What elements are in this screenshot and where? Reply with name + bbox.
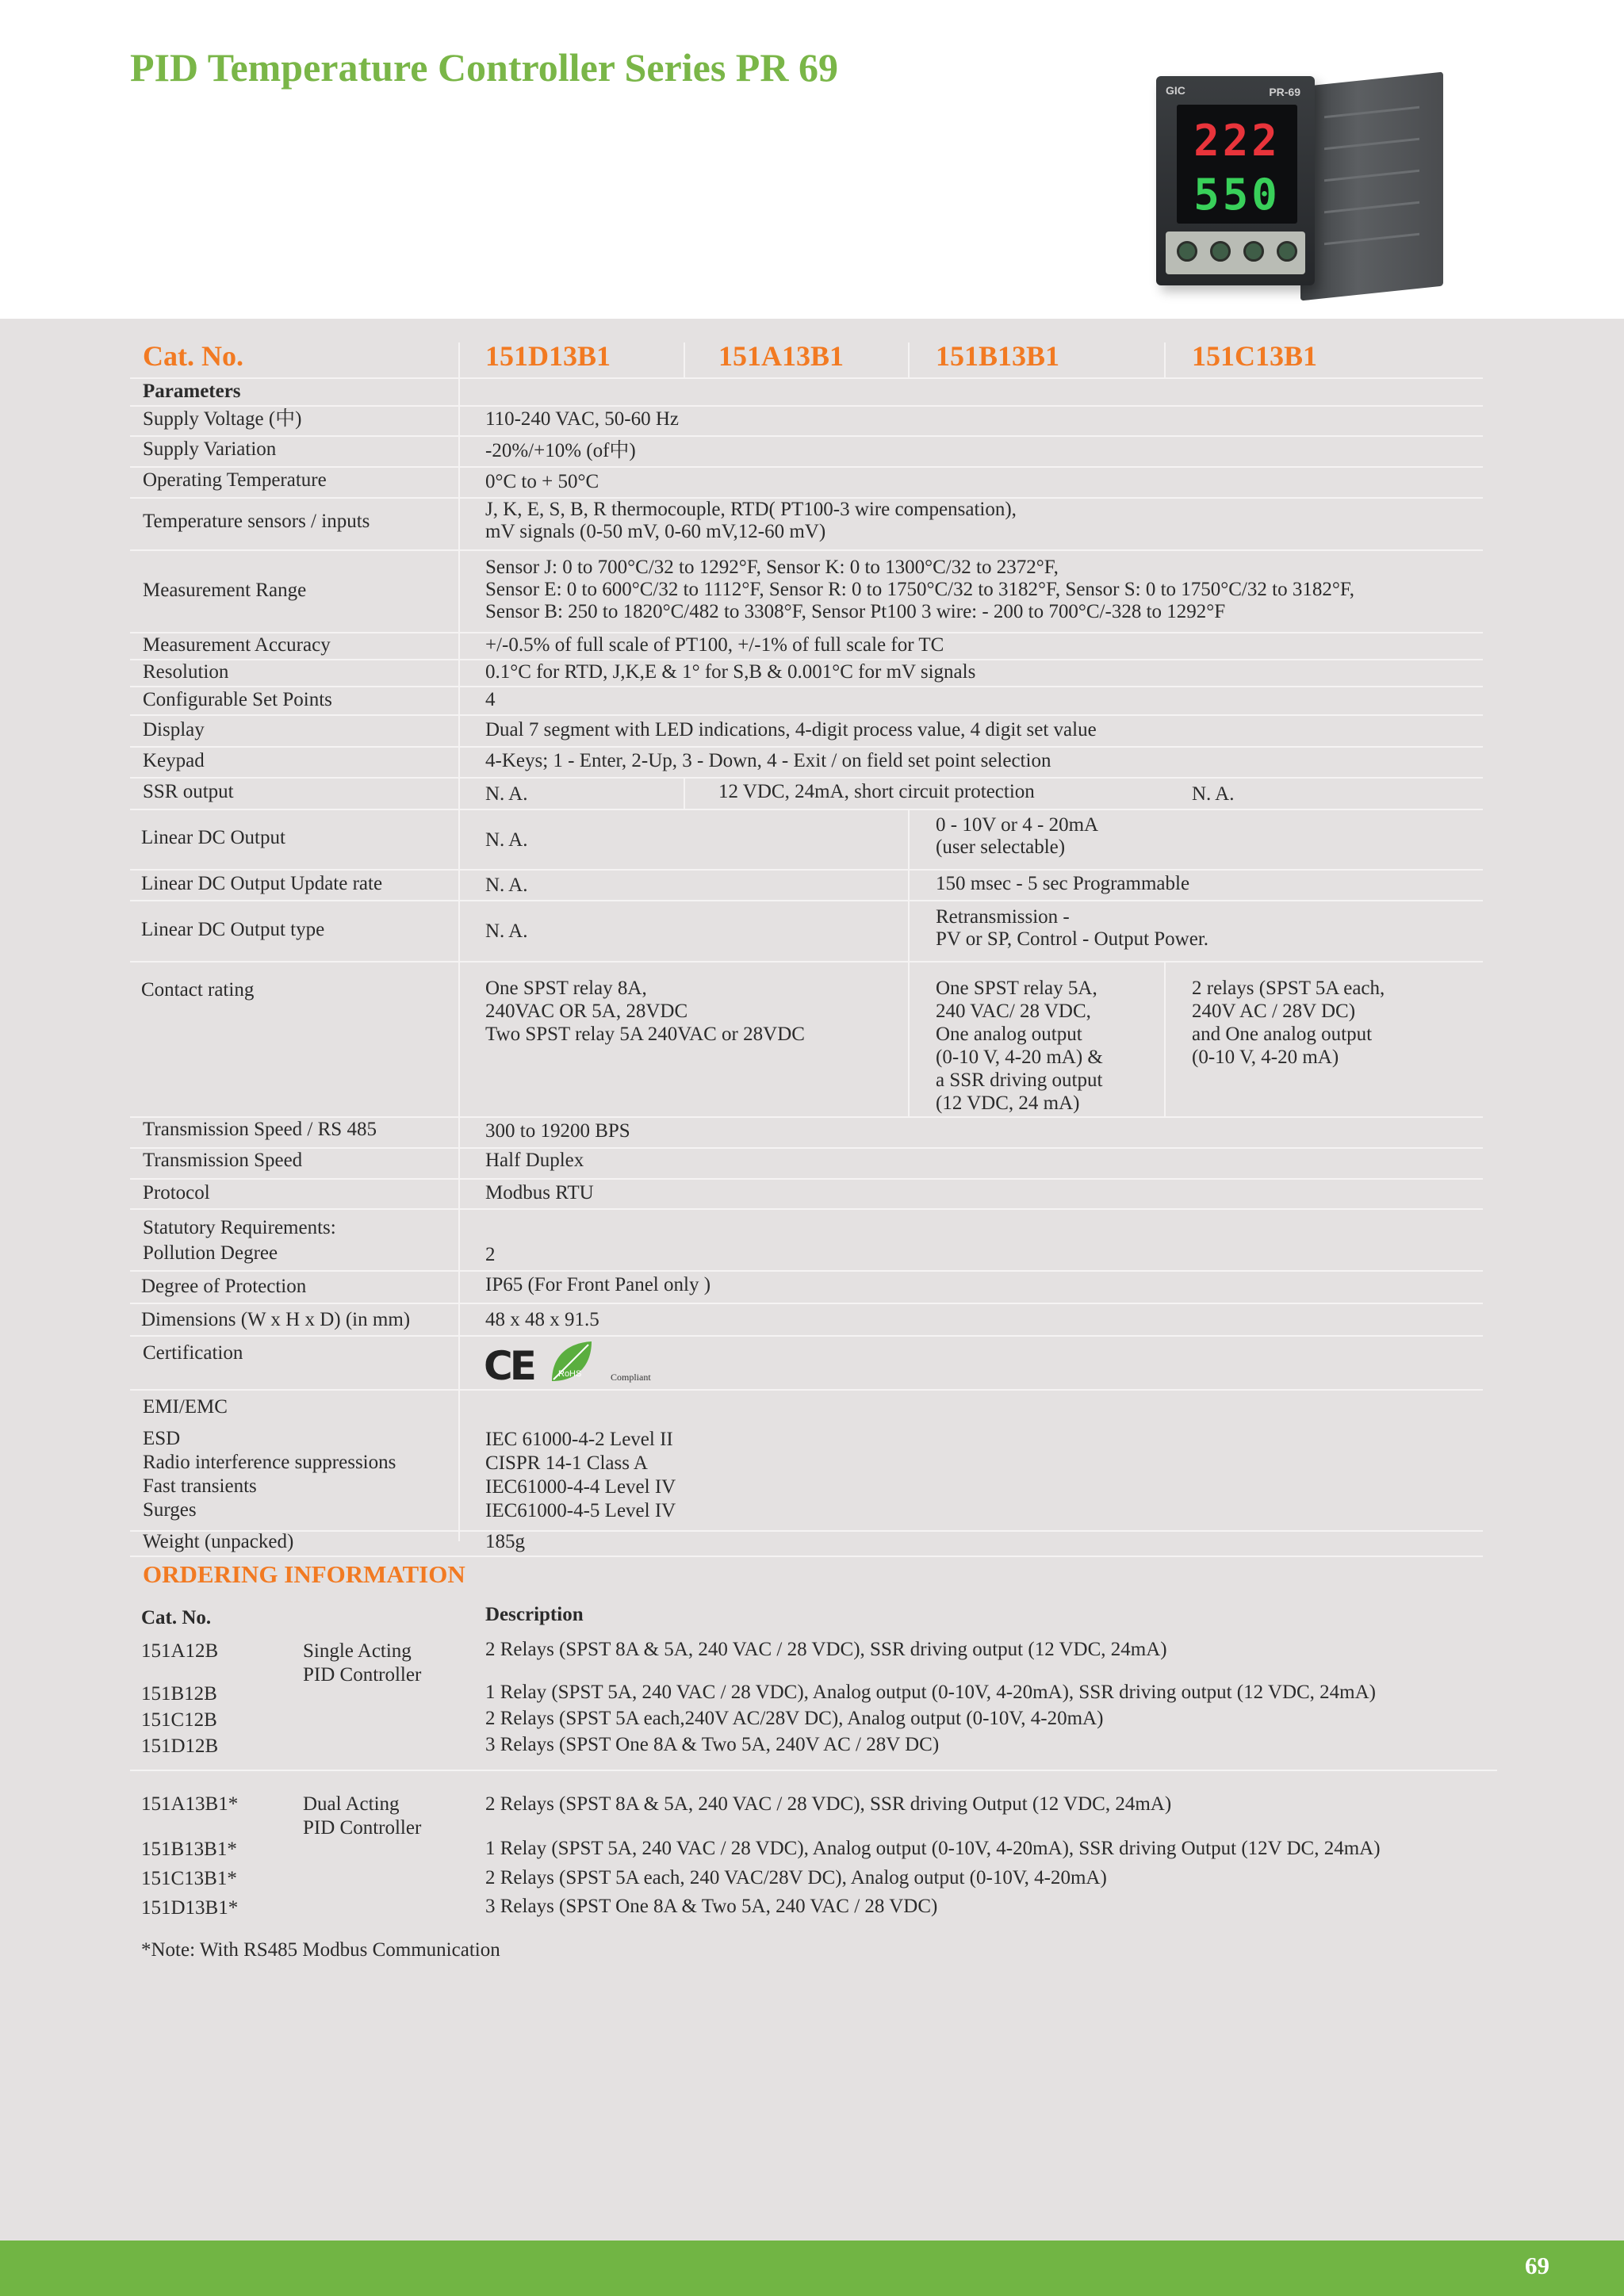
measurement-range-line-2: Sensor E: 0 to 600°C/32 to 1112°F, Sensor R: 0 to 1750°C/32 to 3182°F, Sensor S: 0 to 1750°C/32 to 3182°F, — [485, 579, 1354, 600]
certification-label: Certification — [143, 1342, 243, 1364]
contact-rating-col-3-line-6: (12 VDC, 24 mA) — [936, 1093, 1080, 1114]
product-image — [1142, 62, 1459, 300]
linear-dc-label: Linear DC Output — [141, 827, 285, 848]
dual-type-line-2: PID Controller — [303, 1817, 422, 1839]
linear-dc-col-1: N. A. — [485, 829, 528, 851]
tx-speed-rs485-label: Transmission Speed / RS 485 — [143, 1119, 377, 1140]
product-brand: GIC — [1166, 84, 1185, 97]
linear-dc-type-col-3-line-2: PV or SP, Control - Output Power. — [936, 928, 1209, 950]
tx-speed-rs485-value: 300 to 19200 BPS — [485, 1120, 630, 1142]
weight-label: Weight (unpacked) — [143, 1531, 294, 1552]
linear-dc-rate-col-3: 150 msec - 5 sec Programmable — [936, 873, 1190, 894]
dual-type-line-1: Dual Acting — [303, 1793, 400, 1815]
temp-sensors-label: Temperature sensors / inputs — [143, 511, 370, 532]
single-cat-4: 151D12B — [141, 1735, 219, 1757]
page-title: PID Temperature Controller Series PR 69 — [130, 45, 838, 90]
weight-value: 185g — [485, 1531, 525, 1552]
header-area — [0, 0, 1624, 319]
contact-rating-col-4-line-3: and One analog output — [1192, 1024, 1373, 1045]
emi-label-esd: ESD — [143, 1428, 181, 1449]
emi-heading: EMI/EMC — [143, 1396, 228, 1418]
ce-mark-icon: CE — [484, 1343, 534, 1389]
cat-no-header: Cat. No. — [143, 340, 243, 372]
operating-temp-value: 0°C to + 50°C — [485, 471, 599, 492]
single-type-line-1: Single Acting — [303, 1640, 412, 1662]
measurement-range-label: Measurement Range — [143, 580, 307, 601]
emi-label-fast-transients: Fast transients — [143, 1475, 257, 1497]
supply-voltage-value: 110-240 VAC, 50-60 Hz — [485, 408, 679, 430]
supply-voltage-label: Supply Voltage (中) — [143, 408, 302, 430]
protection-label: Degree of Protection — [141, 1276, 307, 1297]
pollution-degree-value: 2 — [485, 1244, 496, 1265]
linear-dc-type-col-3-line-1: Retransmission - — [936, 906, 1070, 928]
ssr-output-col-4: N. A. — [1192, 783, 1235, 805]
single-type-line-2: PID Controller — [303, 1664, 422, 1686]
temp-sensors-value-line-2: mV signals (0-50 mV, 0-60 mV,12-60 mV) — [485, 521, 826, 542]
resolution-value: 0.1°C for RTD, J,K,E & 1° for S,B & 0.001°C for mV signals — [485, 661, 976, 683]
cat-no-column-2: 151A13B1 — [718, 340, 845, 372]
page-number: 69 — [1525, 2252, 1549, 2279]
contact-rating-col-1-line-2: 240VAC OR 5A, 28VDC — [485, 1001, 688, 1022]
rohs-compliant-label: Compliant — [611, 1372, 651, 1383]
keypad-value: 4-Keys; 1 - Enter, 2-Up, 3 - Down, 4 - Exit / on field set point selection — [485, 750, 1051, 771]
contact-rating-label: Contact rating — [141, 979, 255, 1001]
tx-speed-value: Half Duplex — [485, 1150, 584, 1171]
protocol-value: Modbus RTU — [485, 1182, 594, 1203]
emi-label-radio: Radio interference suppressions — [143, 1452, 396, 1473]
page-footer — [0, 2241, 1624, 2296]
ordering-heading: ORDERING INFORMATION — [143, 1560, 465, 1588]
emi-label-surges: Surges — [143, 1499, 197, 1521]
single-cat-1: 151A12B — [141, 1640, 219, 1662]
accuracy-value: +/-0.5% of full scale of PT100, +/-1% of full scale for TC — [485, 634, 944, 656]
ssr-output-label: SSR output — [143, 781, 234, 802]
dual-desc-1: 2 Relays (SPST 8A & 5A, 240 VAC / 28 VDC), SSR driving Output (12 VDC, 24mA) — [485, 1793, 1172, 1815]
supply-variation-value: -20%/+10% (of中) — [485, 440, 636, 461]
measurement-range-line-1: Sensor J: 0 to 700°C/32 to 1292°F, Sensor K: 0 to 1300°C/32 to 2372°F, — [485, 557, 1059, 578]
set-value-display: 550 — [1193, 170, 1281, 220]
single-cat-2: 151B12B — [141, 1683, 217, 1705]
emi-value-surges: IEC61000-4-5 Level IV — [485, 1500, 676, 1521]
contact-rating-col-1-line-1: One SPST relay 8A, — [485, 978, 647, 999]
dual-cat-3: 151C13B1* — [141, 1868, 237, 1889]
contact-rating-col-3-line-3: One analog output — [936, 1024, 1082, 1045]
linear-dc-col-3-line-1: 0 - 10V or 4 - 20mA — [936, 814, 1099, 836]
emi-value-fast-transients: IEC61000-4-4 Level IV — [485, 1476, 676, 1498]
contact-rating-col-3-line-4: (0-10 V, 4-20 mA) & — [936, 1047, 1103, 1068]
contact-rating-col-3-line-2: 240 VAC/ 28 VDC, — [936, 1001, 1091, 1022]
set-points-value: 4 — [485, 689, 496, 710]
rohs-leaf-text: RoHS — [558, 1369, 582, 1379]
product-housing — [1300, 72, 1443, 301]
dual-desc-4: 3 Relays (SPST One 8A & Two 5A, 240 VAC / 28 VDC) — [485, 1896, 938, 1917]
temp-sensors-value-line-1: J, K, E, S, B, R thermocouple, RTD( PT100-3 wire compensation), — [485, 499, 1017, 520]
contact-rating-col-4-line-2: 240V AC / 28V DC) — [1192, 1001, 1356, 1022]
resolution-label: Resolution — [143, 661, 229, 683]
single-cat-3: 151C12B — [141, 1709, 217, 1731]
linear-dc-type-label: Linear DC Output type — [141, 919, 325, 940]
contact-rating-col-3-line-1: One SPST relay 5A, — [936, 978, 1097, 999]
ssr-output-col-2: 12 VDC, 24mA, short circuit protection — [718, 781, 1035, 802]
contact-rating-col-1-line-3: Two SPST relay 5A 240VAC or 28VDC — [485, 1024, 805, 1045]
ordering-description-header: Description — [485, 1604, 584, 1625]
protocol-label: Protocol — [143, 1182, 210, 1203]
tx-speed-label: Transmission Speed — [143, 1150, 303, 1171]
cat-no-column-1: 151D13B1 — [485, 340, 611, 372]
contact-rating-col-3-line-5: a SSR driving output — [936, 1070, 1103, 1091]
dual-cat-4: 151D13B1* — [141, 1897, 239, 1919]
set-points-label: Configurable Set Points — [143, 689, 332, 710]
product-keypad — [1166, 232, 1305, 274]
product-front-panel — [1156, 76, 1315, 285]
product-display — [1177, 105, 1297, 224]
ordering-note: *Note: With RS485 Modbus Communication — [141, 1939, 500, 1961]
linear-dc-rate-label: Linear DC Output Update rate — [141, 873, 383, 894]
supply-variation-label: Supply Variation — [143, 438, 277, 460]
dual-desc-3: 2 Relays (SPST 5A each, 240 VAC/28V DC), Analog output (0-10V, 4-20mA) — [485, 1867, 1107, 1888]
accuracy-label: Measurement Accuracy — [143, 634, 331, 656]
contact-rating-col-4-line-4: (0-10 V, 4-20 mA) — [1192, 1047, 1339, 1068]
dimensions-label: Dimensions (W x H x D) (in mm) — [141, 1309, 411, 1330]
statutory-label: Statutory Requirements: — [143, 1217, 336, 1238]
linear-dc-col-3-line-2: (user selectable) — [936, 836, 1066, 858]
single-desc-1: 2 Relays (SPST 8A & 5A, 240 VAC / 28 VDC), SSR driving output (12 VDC, 24mA) — [485, 1639, 1167, 1660]
process-value-display: 222 — [1193, 116, 1281, 166]
measurement-range-line-3: Sensor B: 250 to 1820°C/482 to 3308°F, Sensor Pt100 3 wire: - 200 to 700°C/-328 to 1292°F — [485, 601, 1226, 622]
cat-no-column-3: 151B13B1 — [936, 340, 1060, 372]
keypad-label: Keypad — [143, 750, 205, 771]
display-value: Dual 7 segment with LED indications, 4-digit process value, 4 digit set value — [485, 719, 1097, 740]
down-key-icon — [1210, 241, 1231, 262]
protection-value: IP65 (For Front Panel only ) — [485, 1274, 711, 1295]
pollution-degree-label: Pollution Degree — [143, 1242, 278, 1264]
cat-no-column-4: 151C13B1 — [1192, 340, 1318, 372]
dual-cat-1: 151A13B1* — [141, 1793, 239, 1815]
emi-value-esd: IEC 61000-4-2 Level II — [485, 1429, 673, 1450]
dual-cat-2: 151B13B1* — [141, 1839, 237, 1860]
ordering-cat-no-header: Cat. No. — [141, 1607, 212, 1628]
display-label: Display — [143, 719, 205, 740]
rohs-leaf-icon — [547, 1338, 595, 1386]
exit-key-icon — [1277, 241, 1297, 262]
emi-value-radio: CISPR 14-1 Class A — [485, 1452, 648, 1474]
enter-key-icon — [1177, 241, 1197, 262]
product-model: PR-69 — [1269, 86, 1300, 98]
single-desc-2: 1 Relay (SPST 5A, 240 VAC / 28 VDC), Analog output (0-10V, 4-20mA), SSR driving output (12 VDC, 24mA) — [485, 1682, 1376, 1703]
operating-temp-label: Operating Temperature — [143, 469, 327, 491]
single-desc-4: 3 Relays (SPST One 8A & Two 5A, 240V AC / 28V DC) — [485, 1734, 940, 1755]
linear-dc-type-col-1: N. A. — [485, 920, 528, 942]
linear-dc-rate-col-1: N. A. — [485, 874, 528, 896]
up-key-icon — [1243, 241, 1264, 262]
ssr-output-col-1: N. A. — [485, 783, 528, 805]
single-desc-3: 2 Relays (SPST 5A each,240V AC/28V DC), Analog output (0-10V, 4-20mA) — [485, 1708, 1104, 1729]
parameters-label: Parameters — [143, 381, 241, 402]
dimensions-value: 48 x 48 x 91.5 — [485, 1309, 599, 1330]
contact-rating-col-4-line-1: 2 relays (SPST 5A each, — [1192, 978, 1385, 999]
dual-desc-2: 1 Relay (SPST 5A, 240 VAC / 28 VDC), Analog output (0-10V, 4-20mA), SSR driving Output (12V DC, 24mA) — [485, 1838, 1381, 1859]
